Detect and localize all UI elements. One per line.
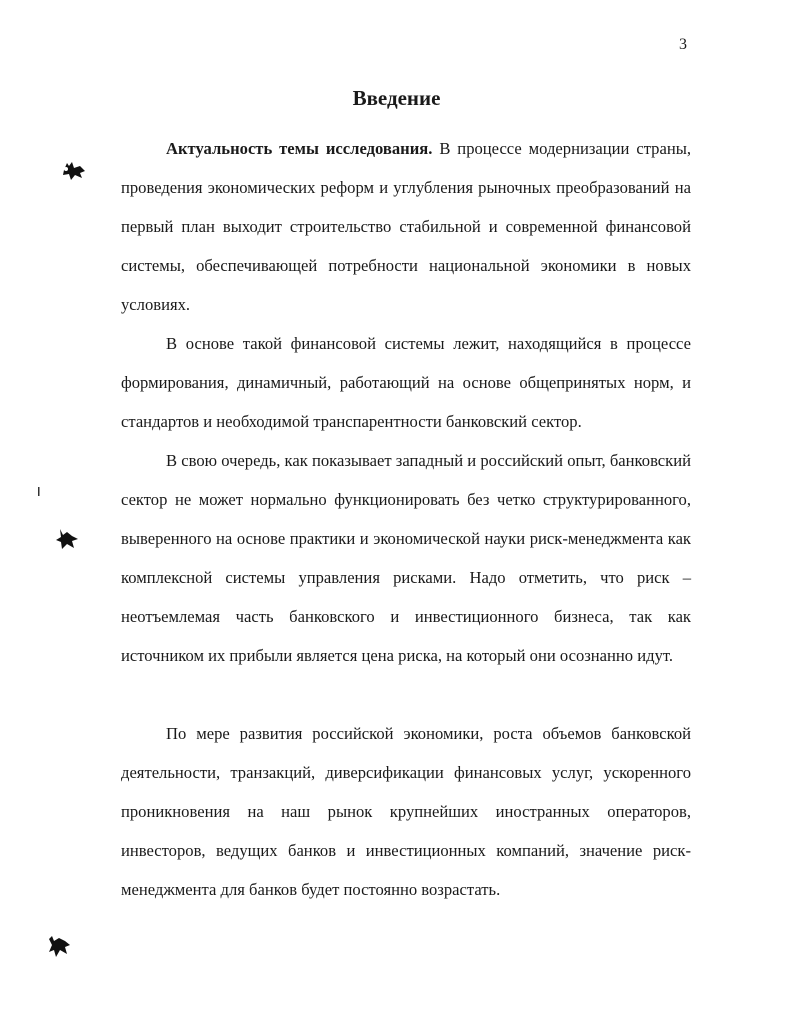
paragraph-text: В основе такой финансовой системы лежит, находящийся в процессе формирования, динамичный, работающий на основе общепринятых норм, и стандартов и необходимой транспарентности банковский сектор. (121, 334, 691, 431)
ink-blot-mark (60, 160, 88, 182)
ink-blot-mark (54, 527, 80, 551)
paragraph-text: В процессе модернизации страны, проведения экономических реформ и углубления рыночных преобразований на первый план выходит строительство стабильной и современной финансовой системы, обеспечивающей потребности национальной экономики в новых условиях. (121, 139, 691, 314)
paragraph-lead: Актуальность темы исследования. (166, 139, 433, 158)
paragraph-text: По мере развития российской экономики, роста объемов банковской деятельности, транзакций, диверсификации финансовых услуг, ускоренного проникновения на наш рынок крупнейших иностранных операторов, инвесторов, ведущих банков и инвестиционных компаний, значение риск-менеджмента для банков будет постоянно возрастать. (121, 724, 691, 899)
paragraph-development (121, 714, 691, 909)
paragraph-risk-management (121, 441, 691, 675)
ink-speck-mark (36, 486, 42, 498)
ink-blot-mark (46, 935, 72, 959)
page-number: 3 (679, 36, 687, 53)
paragraph-relevance (121, 129, 691, 324)
paragraph-financial-system (121, 324, 691, 441)
page-title: Введение (352, 86, 441, 110)
paragraph-text: В свою очередь, как показывает западный и российский опыт, банковский сектор не может нормально функционировать без четко структурированного, выверенного на основе практики и экономической науки риск-менеджмента как комплексной системы управления рисками. Надо отметить, что риск – неотъемлемая часть банковского и инвестиционного бизнеса, так как источником их прибыли является цена риска, на который они осознанно идут. (121, 451, 691, 665)
